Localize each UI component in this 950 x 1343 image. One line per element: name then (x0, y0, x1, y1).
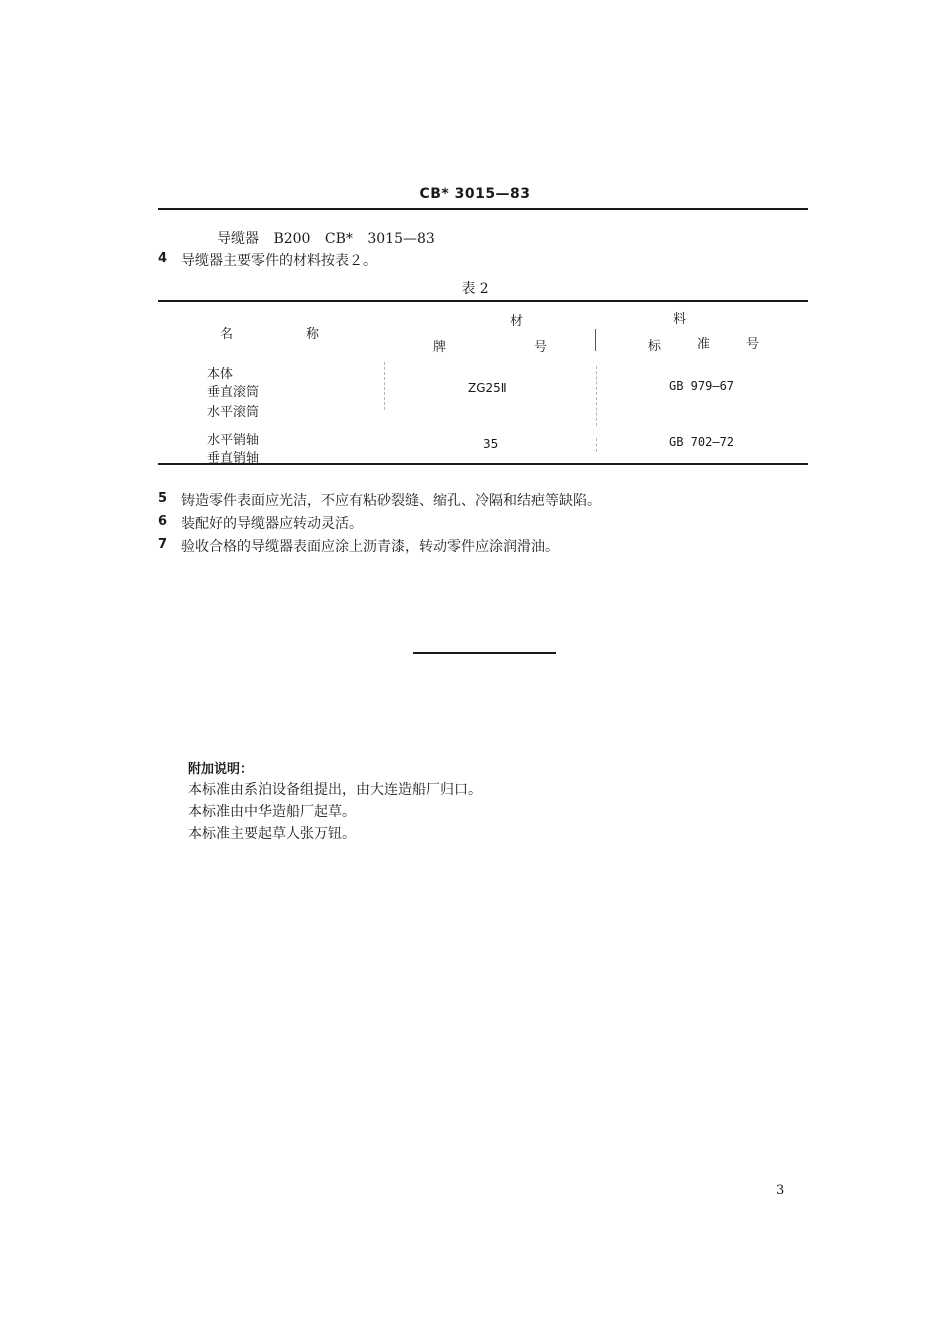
row-1-name-3: 水平滚筒 (207, 405, 260, 420)
row-1-standard: GB 979—67 (669, 379, 735, 393)
clause-number: 7 (158, 537, 168, 552)
supplementary-title: 附加说明： (188, 762, 254, 777)
row-2-grade: 35 (483, 437, 499, 451)
supplementary-line: 本标准由中华造船厂起草。 (188, 804, 356, 820)
clause-number: 4 (158, 251, 168, 266)
row-2-name-2: 垂直销轴 (207, 451, 260, 466)
header-name-char-2: 称 (306, 327, 320, 342)
header-name-char-1: 名 (220, 327, 234, 342)
grade-column-divider (596, 366, 597, 426)
supplementary-line: 本标准主要起草人张万钮。 (188, 826, 356, 842)
row-2-name-1: 水平销轴 (207, 433, 260, 448)
name-column-divider (384, 362, 385, 410)
header-grade-char-1: 牌 (433, 340, 447, 355)
header-material-char-1: 材 (510, 314, 524, 329)
row-1-name-2: 垂直滚筒 (207, 385, 260, 400)
table-top-rule (158, 300, 808, 302)
row-1-grade: ZG25Ⅱ (468, 381, 507, 395)
clause-7 (0, 536, 950, 556)
marking-name: 导缆器 (217, 231, 259, 247)
supplementary-line: 本标准由系泊设备组提出，由大连造船厂归口。 (188, 782, 482, 798)
header-material-char-2: 料 (673, 312, 687, 327)
header-standard-char-3: 号 (746, 337, 760, 352)
clause-text: 导缆器主要零件的材料按表２。 (181, 253, 377, 269)
header-standard-char-1: 标 (648, 339, 662, 354)
end-of-text-rule (413, 652, 556, 654)
page-number: 3 (776, 1183, 785, 1198)
table-caption: 表 2 (461, 281, 489, 297)
marking-standard: CB* 3015—83 (324, 231, 435, 247)
grade-column-divider-lower (596, 438, 597, 452)
clause-number: 6 (158, 514, 168, 529)
header-column-divider (595, 329, 596, 351)
clause-text: 铸造零件表面应光洁，不应有粘砂裂缝、缩孔、冷隔和结疤等缺陷。 (181, 493, 601, 509)
header-grade-char-2: 号 (534, 340, 548, 355)
standard-code-header: CB* 3015—83 (419, 186, 531, 202)
clause-text: 装配好的导缆器应转动灵活。 (181, 516, 363, 532)
header-standard-char-2: 准 (697, 337, 711, 352)
marking-model: B200 (273, 231, 311, 247)
row-1-name-1: 本体 (207, 367, 234, 382)
clause-5 (0, 490, 950, 510)
row-2-standard: GB 702—72 (669, 435, 735, 449)
clause-number: 5 (158, 491, 168, 506)
clause-text: 验收合格的导缆器表面应涂上沥青漆，转动零件应涂润滑油。 (181, 539, 559, 555)
materials-table (0, 0, 950, 480)
clause-6 (0, 513, 950, 533)
